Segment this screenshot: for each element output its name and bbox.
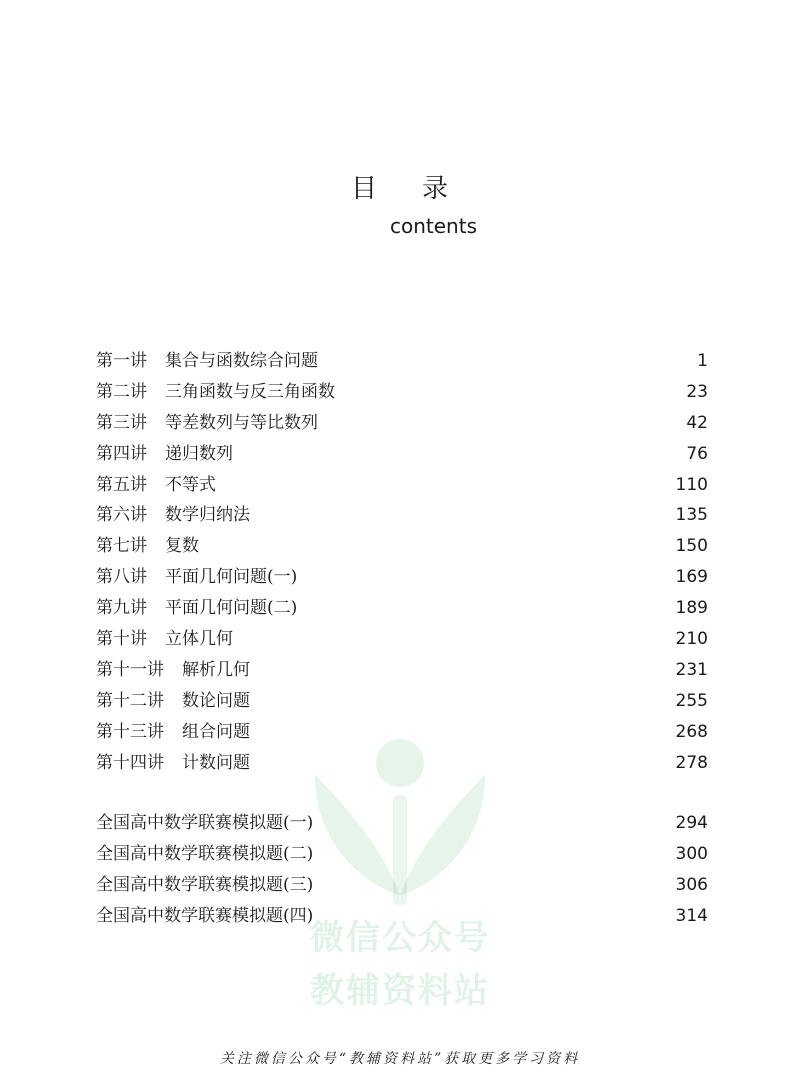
lecture-title: 三角函数与反三角函数 bbox=[165, 381, 335, 402]
lecture-list bbox=[96, 346, 708, 778]
lecture-number: 第八讲 bbox=[96, 567, 147, 588]
toc-row[interactable] bbox=[96, 593, 708, 624]
toc-row[interactable] bbox=[96, 655, 708, 686]
lecture-number: 第十一讲 bbox=[96, 659, 164, 680]
lecture-number: 第二讲 bbox=[96, 381, 147, 402]
toc-row[interactable] bbox=[96, 901, 708, 932]
lecture-number: 第九讲 bbox=[96, 598, 147, 619]
page-number: 268 bbox=[675, 721, 708, 742]
footer-note: 关注微信公众号“教辅资料站”获取更多学习资料 bbox=[219, 1051, 581, 1067]
lecture-number: 第一讲 bbox=[96, 351, 147, 371]
toc-row[interactable] bbox=[96, 500, 708, 531]
mock-exam-list bbox=[96, 808, 708, 932]
lecture-number: 第七讲 bbox=[96, 536, 147, 557]
lecture-title: 计数问题 bbox=[182, 752, 250, 773]
lecture-number: 第四讲 bbox=[96, 443, 147, 464]
lecture-number: 第六讲 bbox=[96, 505, 147, 526]
page-number: 1 bbox=[697, 351, 708, 371]
mock-exam-title: 全国高中数学联赛模拟题(二) bbox=[96, 843, 314, 864]
lecture-title: 等差数列与等比数列 bbox=[165, 412, 318, 433]
toc-row[interactable] bbox=[96, 686, 708, 717]
lecture-title: 立体几何 bbox=[165, 629, 233, 650]
title-char-right: 录 bbox=[422, 174, 450, 204]
lecture-title: 集合与函数综合问题 bbox=[165, 351, 318, 371]
page-number: 189 bbox=[675, 598, 708, 619]
page-number: 306 bbox=[675, 874, 708, 895]
lecture-number: 第五讲 bbox=[96, 474, 147, 495]
page-title bbox=[0, 168, 800, 205]
lecture-title: 数学归纳法 bbox=[165, 505, 250, 526]
mock-exam-title: 全国高中数学联赛模拟题(三) bbox=[96, 874, 314, 895]
lecture-title: 平面几何问题(一) bbox=[165, 567, 298, 588]
lecture-number: 第十四讲 bbox=[96, 752, 164, 773]
page-number: 169 bbox=[675, 567, 708, 588]
page-number: 76 bbox=[686, 443, 708, 464]
toc-row[interactable] bbox=[96, 408, 708, 439]
lecture-number: 第三讲 bbox=[96, 412, 147, 433]
mock-exam-title: 全国高中数学联赛模拟题(一) bbox=[96, 813, 314, 833]
toc-row[interactable] bbox=[96, 346, 708, 377]
page-subtitle: contents bbox=[390, 214, 477, 238]
toc-row[interactable] bbox=[96, 377, 708, 408]
page-number: 300 bbox=[675, 843, 708, 864]
page-number: 210 bbox=[675, 629, 708, 650]
lecture-number: 第十三讲 bbox=[96, 721, 164, 742]
lecture-title: 数论问题 bbox=[182, 690, 250, 711]
lecture-number: 第十二讲 bbox=[96, 690, 164, 711]
lecture-title: 复数 bbox=[165, 536, 199, 557]
page-number: 294 bbox=[675, 813, 708, 833]
lecture-number: 第十讲 bbox=[96, 629, 147, 650]
page-number: 42 bbox=[686, 412, 708, 433]
toc-row[interactable] bbox=[96, 839, 708, 870]
lecture-title: 不等式 bbox=[165, 474, 216, 495]
toc-row[interactable] bbox=[96, 748, 708, 779]
toc-row[interactable] bbox=[96, 562, 708, 593]
toc-row[interactable] bbox=[96, 439, 708, 470]
toc-row[interactable] bbox=[96, 624, 708, 655]
lecture-title: 平面几何问题(二) bbox=[165, 598, 298, 619]
lecture-title: 递归数列 bbox=[165, 443, 233, 464]
page-number: 135 bbox=[675, 505, 708, 526]
lecture-title: 组合问题 bbox=[182, 721, 250, 742]
watermark-line-1: 微信公众号 bbox=[310, 918, 490, 958]
toc-row[interactable] bbox=[96, 717, 708, 748]
page-number: 278 bbox=[675, 752, 708, 773]
lecture-title: 解析几何 bbox=[182, 659, 250, 680]
page-number: 231 bbox=[675, 659, 708, 680]
mock-exam-title: 全国高中数学联赛模拟题(四) bbox=[96, 905, 314, 926]
toc-row[interactable] bbox=[96, 808, 708, 839]
page-number: 255 bbox=[675, 690, 708, 711]
page-number: 23 bbox=[686, 381, 708, 402]
page-number: 110 bbox=[675, 474, 708, 495]
watermark-line-2: 教辅资料站 bbox=[310, 971, 490, 1011]
title-char-left: 目 bbox=[350, 174, 378, 204]
toc-row[interactable] bbox=[96, 470, 708, 501]
toc-row[interactable] bbox=[96, 870, 708, 901]
page-number: 150 bbox=[675, 536, 708, 557]
toc-row[interactable] bbox=[96, 531, 708, 562]
page-number: 314 bbox=[675, 905, 708, 926]
